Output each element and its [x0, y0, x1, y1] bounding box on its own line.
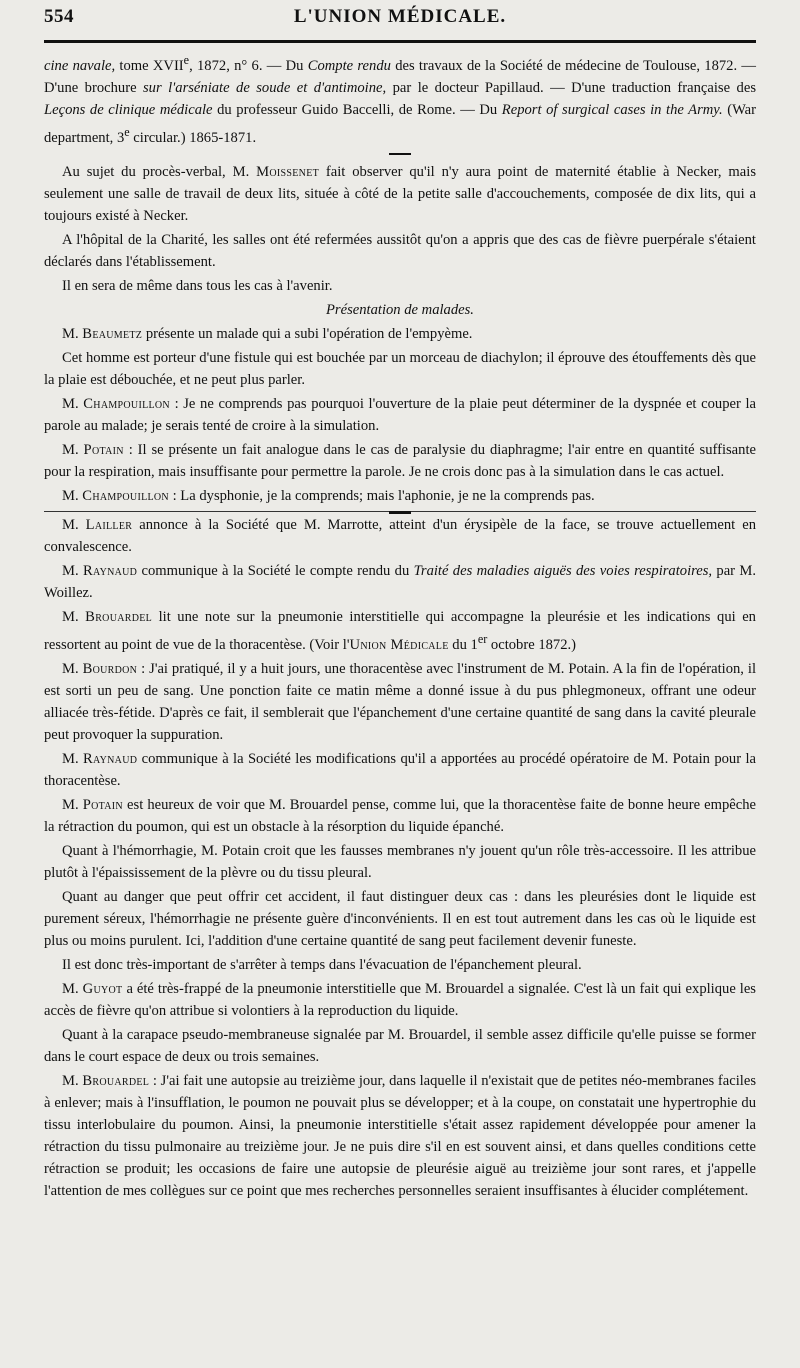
- speaker-name: Raynaud: [82, 562, 138, 579]
- paragraph-important: Il est donc très-important de s'arrêter à temps dans l'évacuation de l'épanchement pleural.: [62, 956, 582, 973]
- speaker-name: Brouardel: [85, 608, 153, 625]
- speaker-name: Beaumetz: [82, 325, 143, 342]
- speaker-name: Bourdon: [82, 660, 138, 677]
- page-number: 554: [44, 6, 74, 27]
- intro-paragraph: cine navale, tome XVIIe, 1872, n° 6. — Du Compte rendu des travaux de la Société de médecine de Toulouse, 1872. — D'une brochure sur l'arséniate de soude et d'antimoine, par le docteur Papillaud. — D'une traduction française des Leçons de clinique médicale du professeur Guido Baccelli, de Rome. — Du Report of surgical cases in the Army. (War department, 3e circular.) 1865-1871.: [44, 53, 757, 146]
- paragraph-beaumetz: M. Beaumetz présente un malade qui a subi l'opération de l'empyème.: [62, 325, 473, 342]
- speaker-name: Moissenet: [256, 163, 320, 180]
- section-heading: Présentation de malades.: [326, 301, 474, 318]
- paragraph-avenir: Il en sera de même dans tous les cas à l'avenir.: [62, 277, 333, 294]
- paragraph-champouillon-2: M. Champouillon : La dysphonie, je la comprends; mais l'aphonie, je ne la comprends pas.: [62, 487, 595, 504]
- paragraph-brouardel-2: M. Brouardel : J'ai fait une autopsie au treizième jour, dans laquelle il n'existait que de petites néo-membranes faciles à enlever; mais à l'insufflation, le poumon ne pouvait plus se développer; et à la coupe, on constatait une hypertrophie du tissu interlobulaire du poumon. Ainsi, la pneumonie interstitielle s'était assez rapidement développée pour amener la rétraction du tissu pulmonaire au treizième jour. Je ne puis dire s'il en est souvent ainsi, et dans quelles conditions cette rétraction se produit; les occasions de faire une autopsie de pleurésie aiguë au treizième jour sont rares, et j'appelle l'attention de mes collègues sur ce point que mes recherches personnelles seraient insuffisantes à élucider complétement.: [44, 1072, 757, 1199]
- paragraph-lailler: M. Lailler annonce à la Société que M. Marrotte, atteint d'un érysipèle de la face, se trouve actuellement en convalescence.: [44, 516, 756, 555]
- paragraph-charite: A l'hôpital de la Charité, les salles ont été refermées aussitôt qu'on a appris que des cas de fièvre puerpérale s'étaient déclarés dans l'établissement.: [44, 231, 756, 270]
- paragraph-hemorrhagie: Quant à l'hémorrhagie, M. Potain croit que les fausses membranes n'y jouent qu'un rôle très-accessoire. Il les attribue plutôt à l'épaississement de la plèvre ou du tissu pleural.: [44, 842, 756, 881]
- paragraph-guyot: M. Guyot a été très-frappé de la pneumonie interstitielle que M. Brouardel a signalée. C'est là un fait qui explique les accès de fièvre qu'on attribue si volontiers à la reproduction du liquide.: [44, 980, 756, 1019]
- section-divider-long: [44, 511, 756, 512]
- paragraph-raynaud-2: M. Raynaud communique à la Société les modifications qu'il a apportées au procédé opératoire de M. Potain pour la thoracentèse.: [44, 750, 756, 789]
- speaker-name: Brouardel: [82, 1072, 150, 1089]
- paragraph-fistule: Cet homme est porteur d'une fistule qui est bouchée par un morceau de diachylon; il éprouve des étouffements dès que la plaie est débouchée, et ne peut plus parler.: [44, 349, 756, 388]
- speaker-name: Potain: [82, 796, 123, 813]
- speaker-name: Raynaud: [83, 750, 138, 767]
- header-rule: [44, 40, 756, 43]
- running-title: L'UNION MÉDICALE.: [293, 6, 507, 27]
- paragraph-champouillon-1: M. Champouillon : Je ne comprends pas pourquoi l'ouverture de la plaie peut déterminer de la dyspnée et couper la parole au malade; je serais tenté de croire à la simulation.: [44, 395, 756, 434]
- speaker-name: Champouillon: [83, 395, 170, 412]
- speaker-name: Guyot: [82, 980, 123, 997]
- paragraph-raynaud-1: M. Raynaud communique à la Société le compte rendu du Traité des maladies aiguës des voies respiratoires, par M. Woillez.: [44, 562, 756, 601]
- page-header: [44, 6, 756, 32]
- paragraph-potain-1: M. Potain : Il se présente un fait analogue dans le cas de paralysie du diaphragme; l'air entre en quantité suffisante pour la respiration, mais insuffisante pour permettre la parole. Je ne crois donc pas à la simulation dans le cas actuel.: [44, 441, 756, 480]
- paragraph-moissenet: Au sujet du procès-verbal, M. Moissenet fait observer qu'il n'y aura point de maternité établie à Necker, mais seulement une salle de travail de deux lits, située à côté de la petite salle d'accouchements, composée de dix lits, qui a toujours existé à Necker.: [44, 163, 756, 224]
- paragraph-brouardel-1: M. Brouardel lit une note sur la pneumonie interstitielle qui accompagne la pleurésie et les indications qui en ressortent au point de vue de la thoracentèse. (Voir l'Union Médicale du 1er octobre 1872.): [44, 608, 756, 653]
- paragraph-bourdon: M. Bourdon : J'ai pratiqué, il y a huit jours, une thoracentèse avec l'instrument de M. Potain. A la fin de l'opération, il est sorti un peu de sang. Une ponction faite ce matin même a donné issue à du pus phlegmoneux, offrant une odeur alliacée très-fétide. D'après ce fait, il semblerait que l'épanchement d'une certaine quantité de sang dans la cavité pleurale peut provoquer la suppuration.: [44, 660, 756, 743]
- speaker-name: Potain: [83, 441, 124, 458]
- paragraph-danger: Quant au danger que peut offrir cet accident, il faut distinguer deux cas : dans les pleurésies dont le liquide est purement séreux, l'hémorrhagie ne présente guère d'inconvénients. Il en est tout autrement dans les cas où le liquide est plus ou moins purulent. Ici, l'addition d'une certaine quantité de sang peut facilement devenir funeste.: [44, 888, 756, 949]
- section-divider: [389, 153, 411, 155]
- speaker-name: Lailler: [85, 516, 133, 533]
- speaker-name: Champouillon: [82, 487, 169, 504]
- paragraph-carapace: Quant à la carapace pseudo-membraneuse signalée par M. Brouardel, il semble assez difficile qu'elle puisse se former dans le court espace de deux ou trois semaines.: [44, 1026, 756, 1065]
- paragraph-potain-2: M. Potain est heureux de voir que M. Brouardel pense, comme lui, que la thoracentèse faite de bonne heure empêche la rétraction du poumon, qui est un obstacle à la résorption du liquide épanché.: [44, 796, 756, 835]
